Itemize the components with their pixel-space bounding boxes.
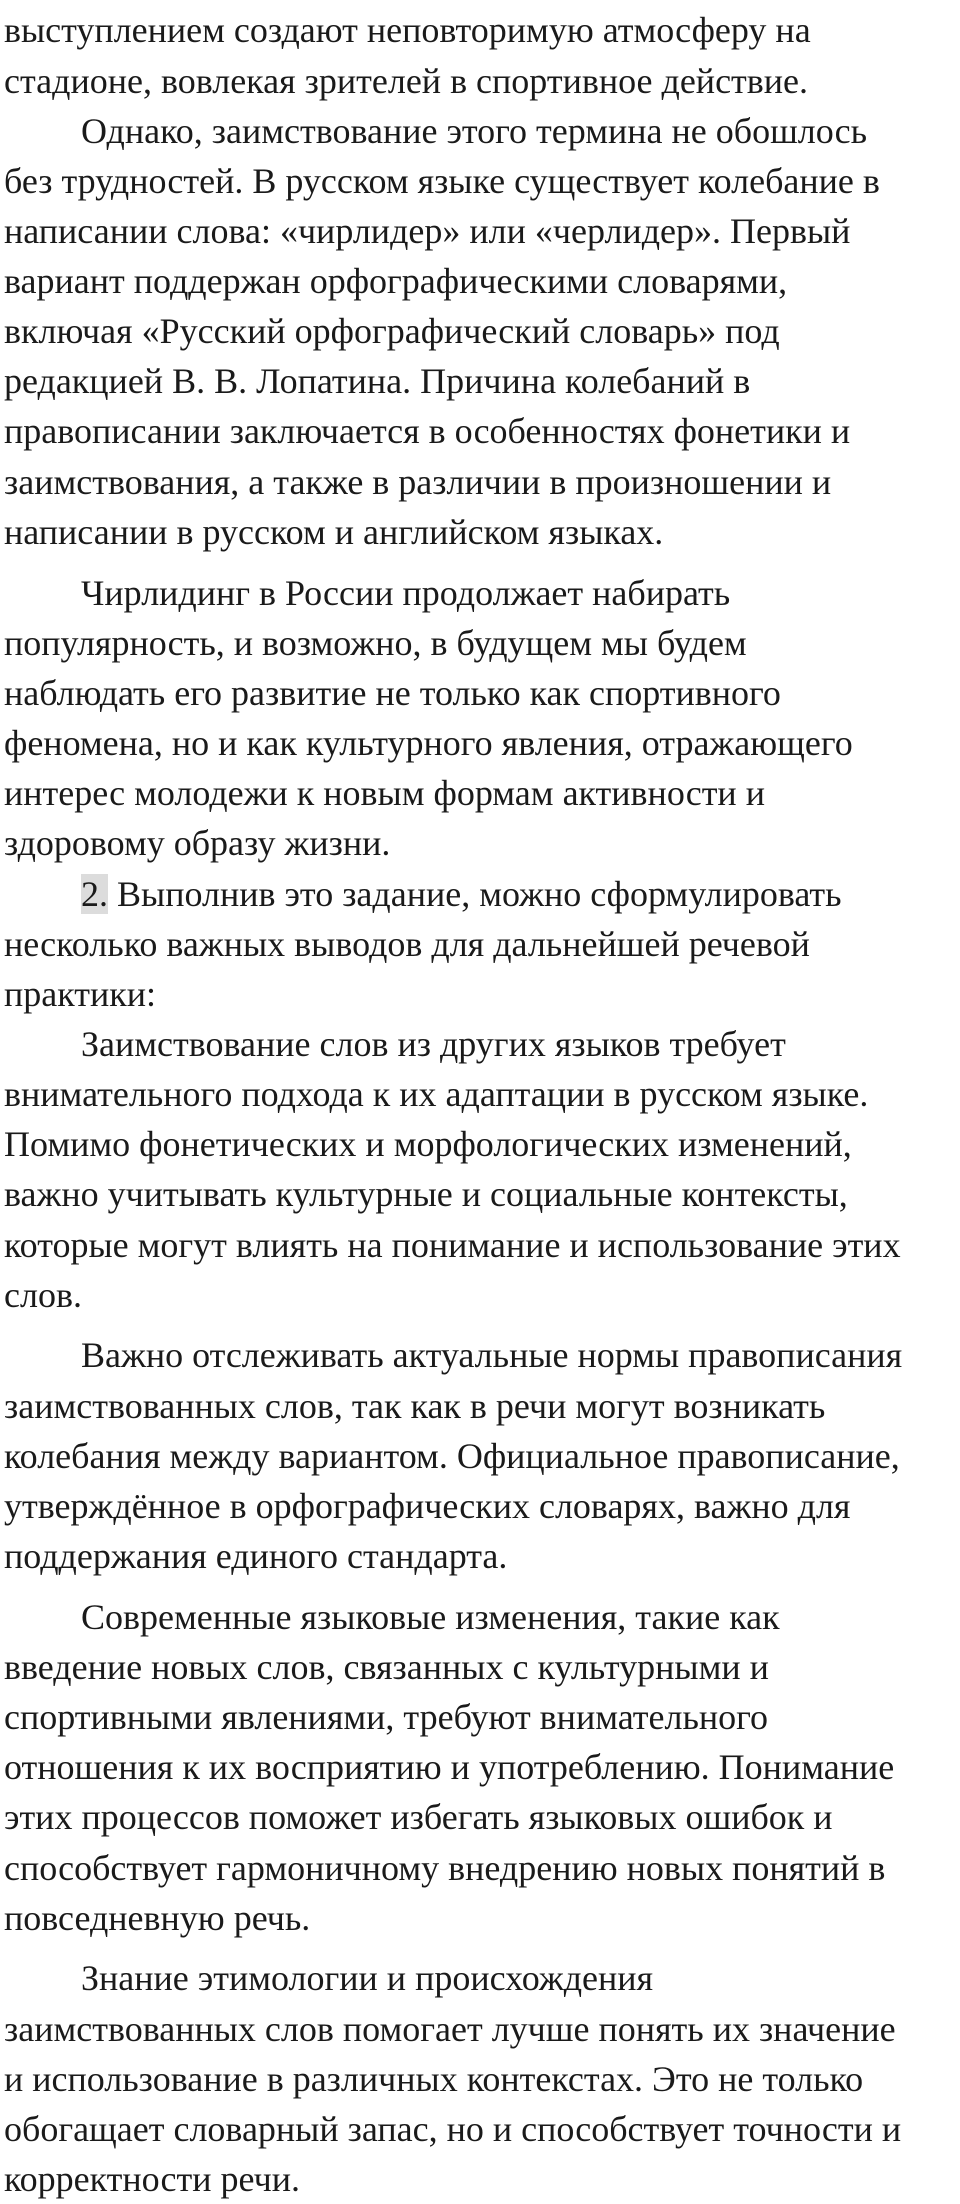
text-line: утверждённое в орфографических словарях, важно для [4,1486,851,1526]
text-line: отношения к их восприятию и употреблению. Понимание [4,1747,895,1787]
text-line: повседневную речь. [4,1898,311,1938]
text-line: вариант поддержан орфографическими словарями, [4,261,788,301]
text-line: заимствованных слов помогает лучше понять их значение [4,2009,896,2049]
text-line: внимательного подхода к их адаптации в русском языке. [4,1074,869,1114]
text-line: без трудностей. В русском языке существует колебание в [4,161,880,201]
list-item-first-line [81,869,842,919]
text-line: правописании заключается в особенностях фонетики и [4,411,851,451]
text-line: феномена, но и как культурного явления, отражающего [4,723,853,763]
text-line: обогащает словарный запас, но и способствует точности и [4,2109,902,2149]
text-line: включая «Русский орфографический словарь» под [4,311,780,351]
list-item-text: Выполнив это задание, можно сформулировать [117,874,842,914]
paragraph-first-line: Знание этимологии и происхождения [81,1958,654,1998]
paragraph-first-line: Заимствование слов из других языков требует [81,1024,786,1064]
text-line: которые могут влиять на понимание и использование этих [4,1225,901,1265]
text-line: здоровому образу жизни. [4,823,391,863]
text-line: интерес молодежи к новым формам активности и [4,773,765,813]
text-line: написании в русском и английском языках. [4,512,664,552]
text-line: способствует гармоничному внедрению новых понятий в [4,1848,886,1888]
text-line: спортивными явлениями, требуют внимательного [4,1697,769,1737]
text-line: введение новых слов, связанных с культурными и [4,1647,769,1687]
text-line: и использование в различных контекстах. Это не только [4,2059,864,2099]
text-line: заимствованных слов, так как в речи могут возникать [4,1386,826,1426]
text-line: колебания между вариантом. Официальное правописание, [4,1436,900,1476]
text-line: наблюдать его развитие не только как спортивного [4,673,781,713]
text-line: этих процессов поможет избегать языковых ошибок и [4,1797,833,1837]
text-line: практики: [4,974,157,1014]
text-line: заимствования, а также в различии в произношении и [4,462,832,502]
text-line: поддержания единого стандарта. [4,1536,508,1576]
paragraph-first-line: Однако, заимствование этого термина не обошлось [81,111,868,151]
paragraph-first-line: Важно отслеживать актуальные нормы правописания [81,1335,903,1375]
text-line: корректности речи. [4,2159,300,2199]
text-line: Помимо фонетических и морфологических изменений, [4,1124,852,1164]
paragraph-first-line: Чирлидинг в России продолжает набирать [81,573,731,613]
paragraph-first-line: Современные языковые изменения, такие как [81,1597,780,1637]
text-line: популярность, и возможно, в будущем мы будем [4,623,747,663]
text-line: стадионе, вовлекая зрителей в спортивное действие. [4,61,809,101]
text-line: слов. [4,1275,82,1315]
text-line: выступлением создают неповторимую атмосферу на [4,10,811,50]
text-line: написании слова: «чирлидер» или «черлидер». Первый [4,211,851,251]
list-marker: 2. [81,874,108,914]
text-line: несколько важных выводов для дальнейшей речевой [4,924,810,964]
text-line: редакцией В. В. Лопатина. Причина колебаний в [4,361,751,401]
text-line: важно учитывать культурные и социальные контексты, [4,1174,848,1214]
